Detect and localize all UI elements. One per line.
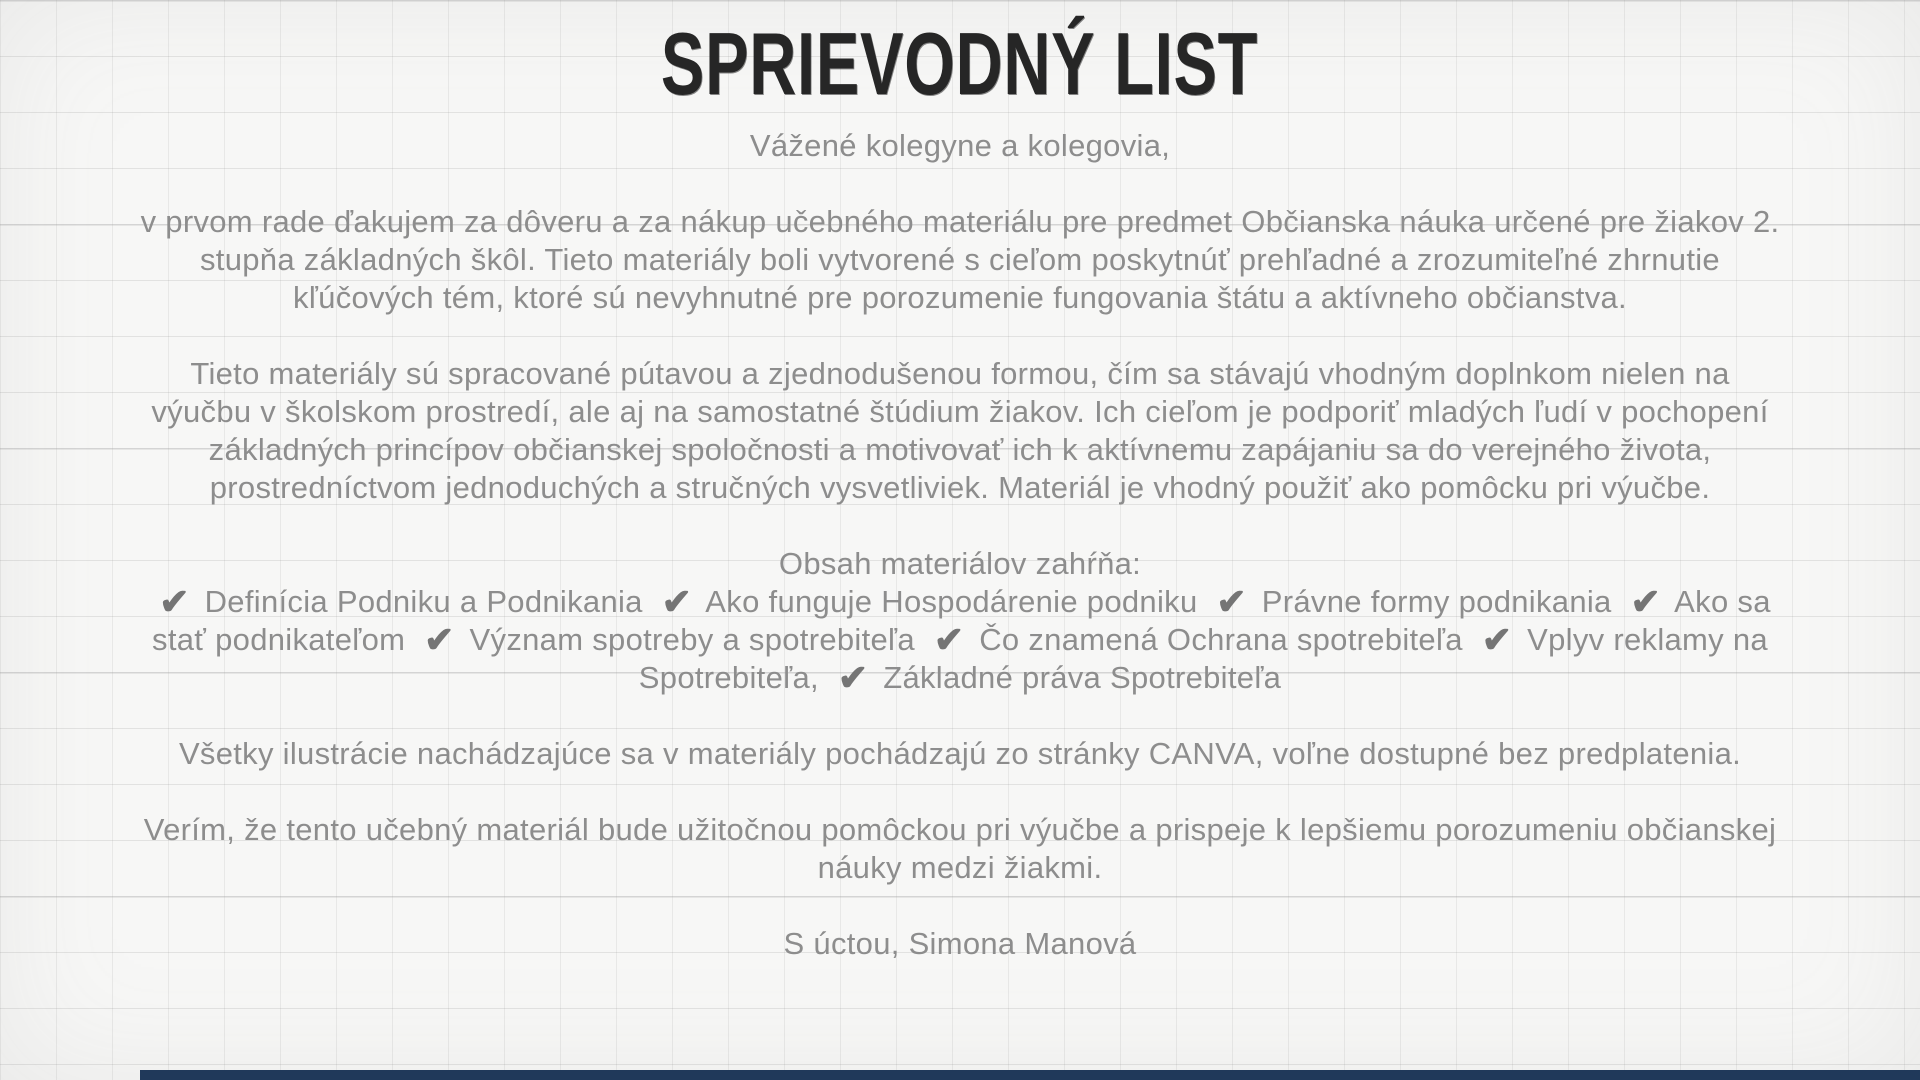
salutation-line: Vážené kolegyne a kolegovia, [749,127,1171,163]
checklist-item: Základné práva Spotrebiteľa [874,659,1282,695]
signature-line: S úctou, Simona Manová [783,925,1137,961]
page-title: SPRIEVODNÝ LIST [661,14,1259,113]
checklist-item: Význam spotreby a spotrebiteľa [460,621,924,657]
checkmark-icon: ✔ [1481,618,1513,660]
contents-heading: Obsah materiálov zahŕňa: [778,545,1142,581]
checklist-item: Čo znamená Ochrana spotrebiteľa [970,621,1472,657]
checklist-item: Definícia Podniku a Podnikania [195,583,652,619]
checkmark-icon: ✔ [424,618,455,660]
bottom-navy-bar [140,1070,1920,1080]
checklist-item: Ako sa stať podnikateľom [152,583,1771,657]
checkmark-icon: ✔ [1216,580,1247,622]
checkmark-icon: ✔ [1630,580,1661,622]
intro-paragraph: v prvom rade ďakujem za dôveru a za nákup učebného materiálu pre predmet Občianska náuka určené pre žiakov 2. stupňa základných škôl. Tieto materiály boli vytvorené s cieľom poskytnúť prehľadné a zrozumiteľné zhrnutie kľúčových tém, ktoré sú nevyhnutné pre porozumenie fungovania štátu a aktívneho občianstva. [140,203,1780,315]
illustrations-paragraph: Všetky ilustrácie nachádzajúce sa v materiály pochádzajú zo stránky CANVA, voľne dostupné bez predplatenia. [178,735,1742,771]
checkmark-icon: ✔ [933,618,965,660]
description-paragraph: Tieto materiály sú spracované pútavou a zjednodušenou formou, čím sa stávajú vhodným doplnkom nielen na výučbu v školskom prostredí, ale aj na samostatné štúdium žiakov. Ich cieľom je podporiť mladých ľudí v pochopení základných princípov občianskej spoločnosti a motivovať ich k aktívnemu zapájaniu sa do verejného života, prostredníctvom jednoduchých a stručných vysvetliviek. Materiál je vhodný použiť ako pomôcku pri výučbe. [151,355,1769,505]
contents-checklist [140,580,1780,698]
checklist-item: Právne formy podnikania [1252,583,1621,619]
checklist-item: Vplyv reklamy na Spotrebiteľa, [638,621,1768,695]
cover-letter-page [140,0,1780,963]
checkmark-icon: ✔ [159,580,190,622]
belief-paragraph: Verím, že tento učebný materiál bude užitočnou pomôckou pri výučbe a prispeje k lepšiemu porozumeniu občianskej náuky medzi žiakmi. [143,811,1777,885]
checklist-item: Ako funguje Hospodárenie podniku [698,583,1207,619]
checkmark-icon: ✔ [661,580,693,622]
checkmark-icon: ✔ [837,656,869,698]
